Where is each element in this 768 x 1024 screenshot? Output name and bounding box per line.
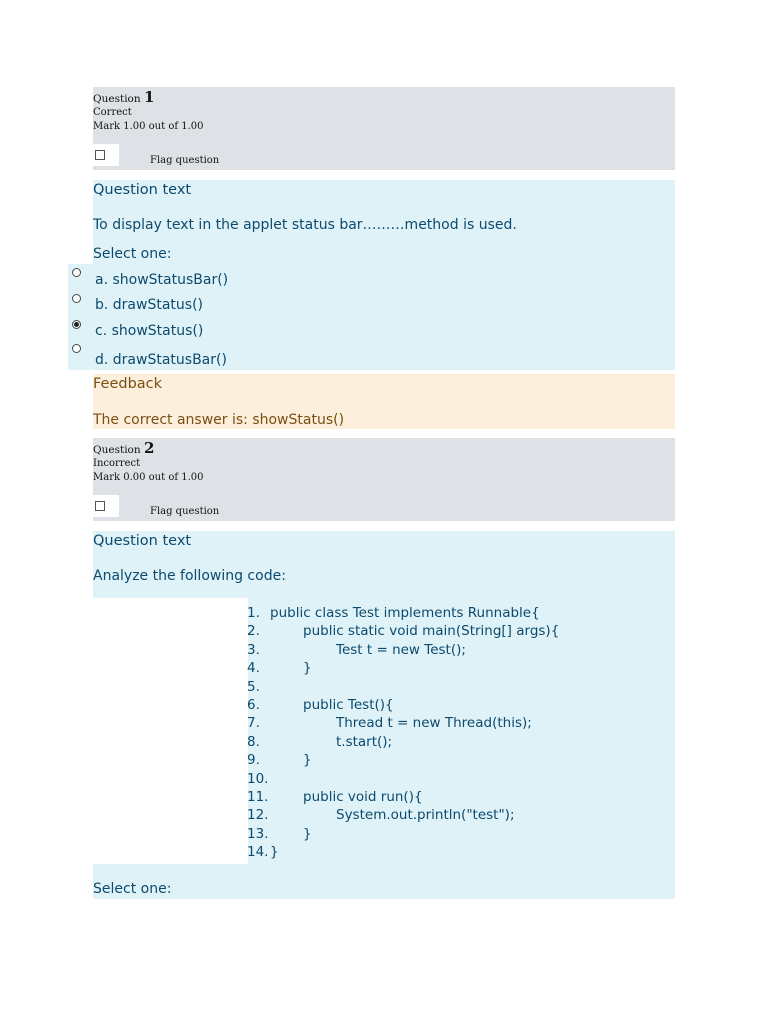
question-1-text-title: Question text bbox=[93, 182, 192, 198]
code-text: } bbox=[270, 844, 279, 861]
code-text: public static void main(String[] args){ bbox=[303, 623, 560, 640]
code-text: System.out.println("test"); bbox=[336, 807, 515, 824]
question-1-mark: Mark 1.00 out of 1.00 bbox=[93, 121, 204, 132]
question-1-heading bbox=[93, 88, 675, 106]
question-2-label: Question bbox=[93, 444, 141, 456]
line-number: 5. bbox=[247, 678, 260, 695]
line-number: 14. bbox=[247, 844, 269, 861]
question-2-mark: Mark 0.00 out of 1.00 bbox=[93, 472, 204, 483]
flag-question-label[interactable]: Flag question bbox=[150, 155, 220, 166]
line-number: 3. bbox=[247, 641, 260, 658]
line-number: 11. bbox=[247, 788, 269, 805]
code-text: public Test(){ bbox=[303, 696, 394, 713]
option-c-radio[interactable] bbox=[72, 320, 81, 329]
radio-strip bbox=[68, 264, 94, 370]
code-text: } bbox=[303, 825, 312, 842]
line-number: 6. bbox=[247, 696, 260, 713]
code-margin bbox=[93, 598, 248, 864]
line-number: 2. bbox=[247, 623, 260, 640]
question-1-flag[interactable] bbox=[93, 144, 675, 166]
question-2-state: Incorrect bbox=[93, 458, 141, 469]
question-1-info bbox=[93, 87, 675, 170]
question-1-feedback bbox=[93, 374, 675, 429]
option-a-radio[interactable] bbox=[72, 268, 81, 277]
option-b-radio[interactable] bbox=[72, 294, 81, 303]
question-2-number: 2 bbox=[143, 439, 155, 457]
code-text: public void run(){ bbox=[303, 788, 423, 805]
question-2-flag[interactable] bbox=[93, 495, 675, 517]
line-number: 13. bbox=[247, 825, 269, 842]
code-text: t.start(); bbox=[336, 733, 393, 750]
question-1-label: Question bbox=[93, 93, 141, 105]
question-1-state: Correct bbox=[93, 107, 132, 118]
option-b-label[interactable]: b. drawStatus() bbox=[95, 297, 203, 313]
question-2-select-one: Select one: bbox=[93, 881, 172, 897]
option-a-label[interactable]: a. showStatusBar() bbox=[95, 272, 229, 288]
feedback-title: Feedback bbox=[93, 376, 163, 392]
line-number: 12. bbox=[247, 807, 269, 824]
line-number: 10. bbox=[247, 770, 269, 787]
code-text: } bbox=[303, 752, 312, 769]
line-number: 4. bbox=[247, 660, 260, 677]
question-2-text-title: Question text bbox=[93, 533, 192, 549]
line-number: 8. bbox=[247, 733, 260, 750]
code-text: Test t = new Test(); bbox=[336, 641, 466, 658]
question-2-info bbox=[93, 438, 675, 521]
option-d-label[interactable]: d. drawStatusBar() bbox=[95, 352, 227, 368]
flag-checkbox[interactable] bbox=[95, 150, 105, 160]
code-text: public class Test implements Runnable{ bbox=[270, 605, 540, 621]
option-c-label[interactable]: c. showStatus() bbox=[95, 323, 204, 339]
line-number: 1. bbox=[247, 605, 260, 621]
option-d-radio[interactable] bbox=[72, 344, 81, 353]
line-number: 9. bbox=[247, 752, 260, 769]
question-1-text-box bbox=[93, 180, 675, 370]
question-1-prompt: To display text in the applet status bar………method is used. bbox=[93, 217, 517, 233]
question-2-heading bbox=[93, 439, 675, 457]
line-number: 7. bbox=[247, 715, 260, 732]
feedback-text: The correct answer is: showStatus() bbox=[93, 412, 345, 428]
flag-checkbox[interactable] bbox=[95, 501, 105, 511]
code-text: } bbox=[303, 660, 312, 677]
question-1-select-one: Select one: bbox=[93, 246, 172, 262]
question-1-number: 1 bbox=[143, 88, 155, 106]
question-2-prompt: Analyze the following code: bbox=[93, 568, 286, 584]
flag-question-label[interactable]: Flag question bbox=[150, 506, 220, 517]
code-text: Thread t = new Thread(this); bbox=[336, 715, 532, 732]
